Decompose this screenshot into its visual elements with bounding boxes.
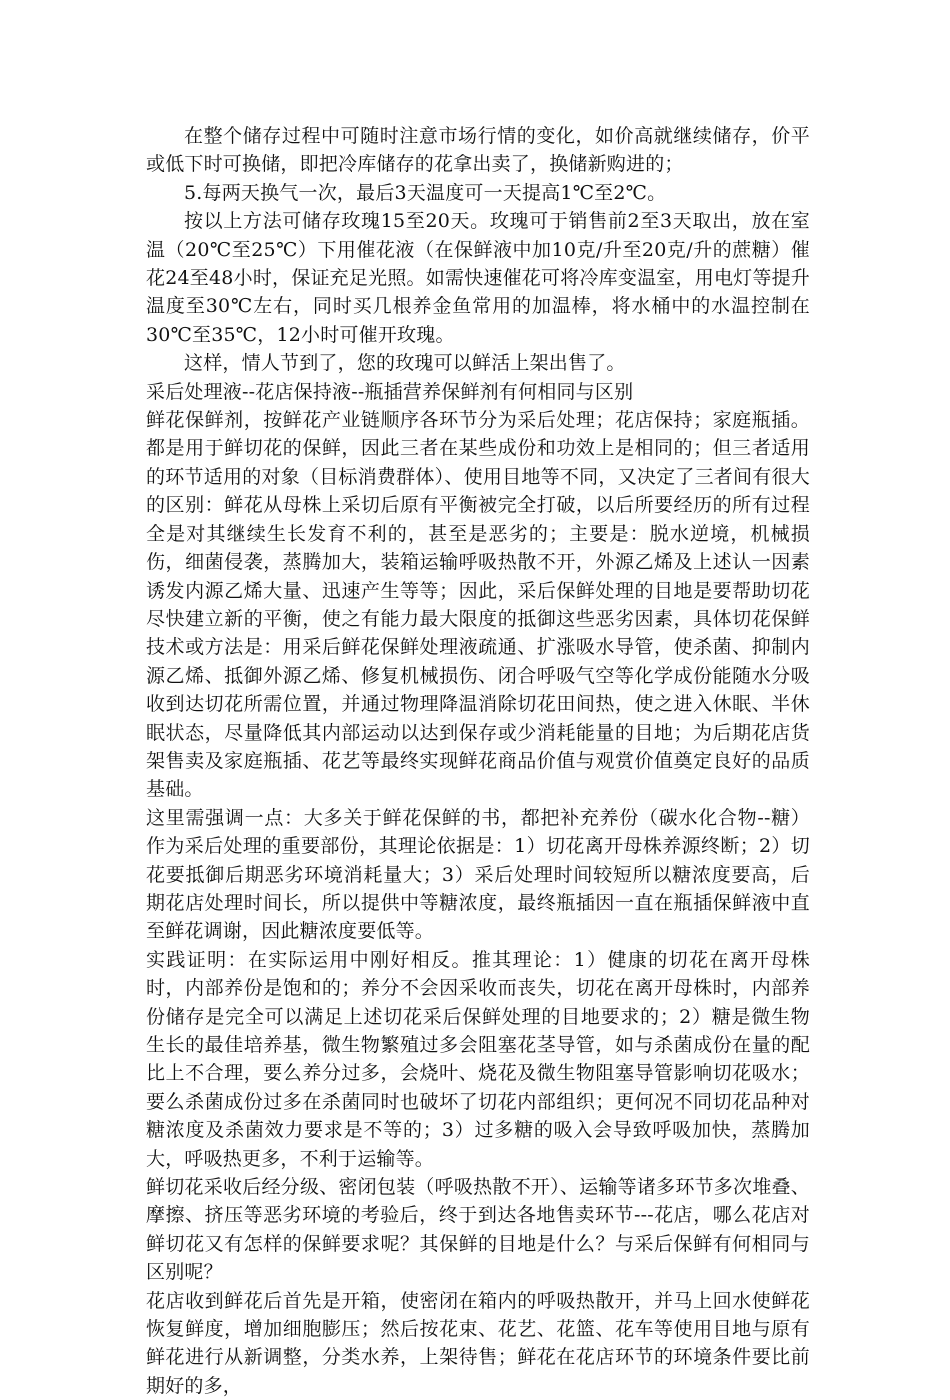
paragraph-florist-question: 鲜切花采收后经分级、密闭包装（呼吸热散不开）、运输等诸多环节多次堆叠、摩擦、挤压等恶劣环境的考验后，终于到达各地售卖环节---花店，哪么花店对鲜切花又有怎样的保鲜要求呢？其保鲜的目地是什么？与采后保鲜有何相同与区别呢？	[146, 1176, 810, 1284]
section-heading-preservative-comparison: 采后处理液--花店保持液--瓶插营养保鲜剂有何相同与区别	[146, 380, 634, 403]
paragraph-ventilation-step: 5.每两天换气一次，最后3天温度可一天提高1℃至2℃。	[184, 181, 667, 204]
paragraph-valentines: 这样，情人节到了，您的玫瑰可以鲜活上架出售了。	[184, 352, 626, 375]
paragraph-practice-proof: 实践证明：在实际运用中刚好相反。推其理论：1）健康的切花在离开母株时，内部养份是饱和的；养分不会因采收而丧失，切花在离开母株时，内部养份储存是完全可以满足上述切花采后保鲜处理的目地要求的；2）糖是微生物生长的最佳培养基，微生物繁殖过多会阻塞花茎导管，如与杀菌成份在量的配比上不合理，要么养分过多，会烧叶、烧花及微生物阻塞导管影响切花吸水；要么杀菌成份过多在杀菌同时也破坏了切花内部组织；更何况不同切花品种对糖浓度及杀菌效力要求是不等的；3）过多糖的吸入会导致呼吸加快，蒸腾加大，呼吸热更多，不利于运输等。	[146, 948, 810, 1170]
paragraph-rose-forcing: 按以上方法可储存玫瑰15至20天。玫瑰可于销售前2至3天取出，放在室温（20℃至25℃）下用催花液（在保鲜液中加10克/升至20克/升的蔗糖）催花24至48小时，保证充足光照。如需快速催花可将冷库变温室，用电灯等提升温度至30℃左右，同时买几根养金鱼常用的加温棒，将水桶中的水温控制在30℃至35℃，12小时可催开玫瑰。	[146, 210, 810, 346]
paragraph-sugar-emphasis: 这里需强调一点：大多关于鲜花保鲜的书，都把补充养份（碳水化合物--糖）作为采后处理的重要部份，其理论依据是：1）切花离开母株养源终断；2）切花要抵御后期恶劣环境消耗量大；3）采后处理时间较短所以糖浓度要高，后期花店处理时间长，所以提供中等糖浓度，最终瓶插因一直在瓶插保鲜液中直至鲜花调谢，因此糖浓度要低等。	[146, 806, 810, 943]
paragraph-storage-market: 在整个储存过程中可随时注意市场行情的变化，如价高就继续储存，价平或低下时可换储，即把冷库储存的花拿出卖了，换储新购进的；	[146, 125, 810, 176]
paragraph-florist-handling: 花店收到鲜花后首先是开箱，使密闭在箱内的呼吸热散开，并马上回水使鲜花恢复鲜度，增加细胞膨压；然后按花束、花艺、花篮、花车等使用目地与原有鲜花进行从新调整，分类水养，上架待售；鲜花在花店环节的环境条件要比前期好的多，	[146, 1289, 810, 1397]
paragraph-preservative-overview: 鲜花保鲜剂，按鲜花产业链顺序各环节分为采后处理；花店保持；家庭瓶插。都是用于鲜切花的保鲜，因此三者在某些成份和功效上是相同的；但三者适用的环节适用的对象（目标消费群体）、使用目地等不同，又决定了三者间有很大的区别：鲜花从母株上采切后原有平衡被完全打破，以后所要经历的所有过程全是对其继续生长发育不利的，甚至是恶劣的；主要是：脱水逆境，机械损伤，细菌侵袭，蒸腾加大，装箱运输呼吸热散不开，外源乙烯及上述认一因素诱发内源乙烯大量、迅速产生等等；因此，采后保鲜处理的目地是要帮助切花尽快建立新的平衡，使之有能力最大限度的抵御这些恶劣因素，具体切花保鲜技术或方法是：用采后鲜花保鲜处理液疏通、扩涨吸水导管，使杀菌、抑制内源乙烯、抵御外源乙烯、修复机械损伤、闭合呼吸气空等化学成份能随水分吸收到达切花所需位置，并通过物理降温消除切花田间热，使之进入休眠、半休眠状态，尽量降低其内部运动以达到保存或少消耗能量的目地；为后期花店货架售卖及家庭瓶插、花艺等最终实现鲜花商品价值与观赏价值奠定良好的品质基础。	[146, 409, 810, 801]
document-body	[146, 122, 810, 1400]
